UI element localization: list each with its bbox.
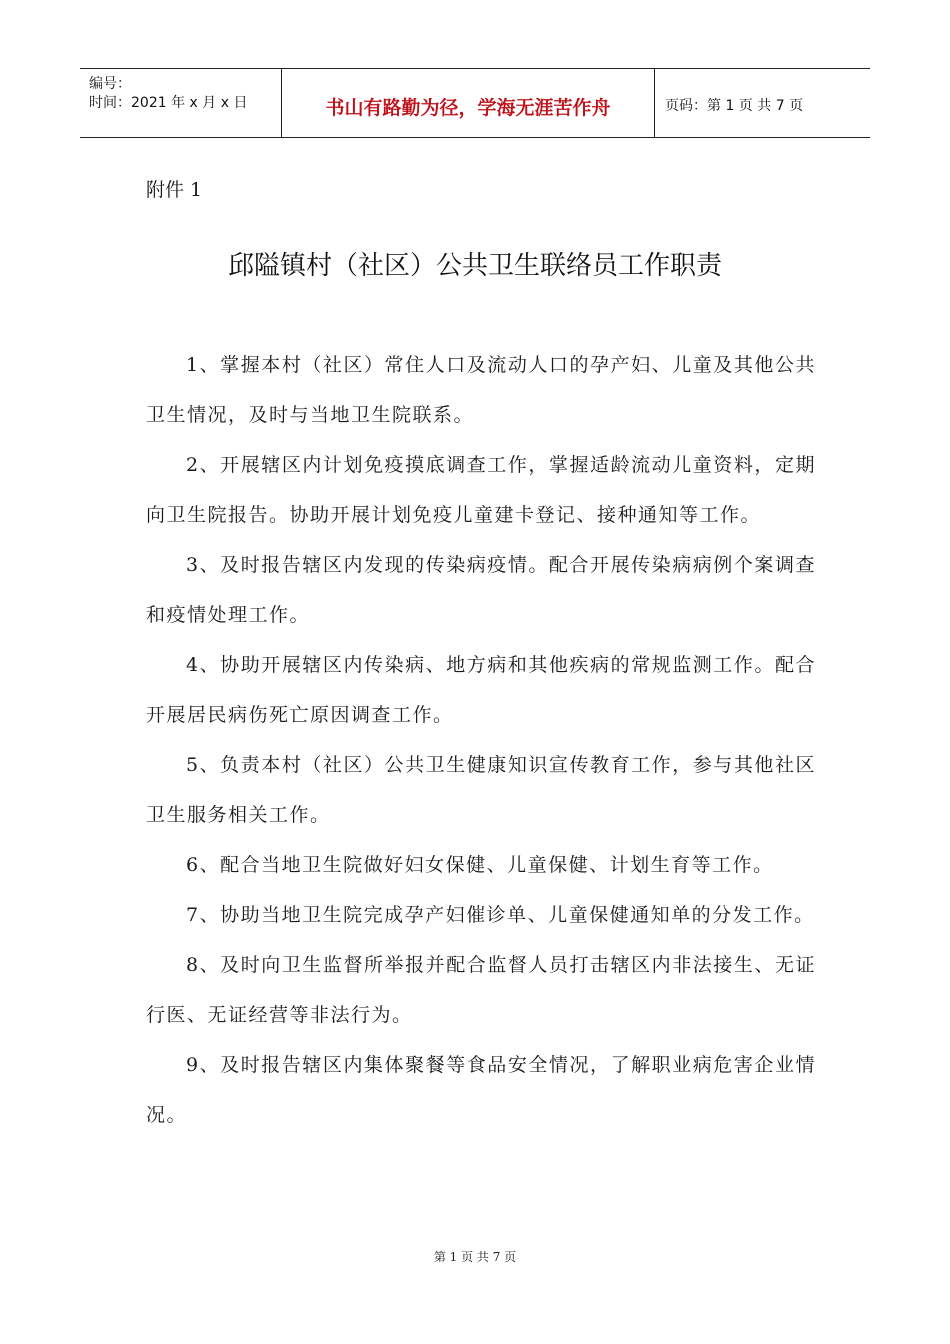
- header-meta-cell: [80, 69, 282, 137]
- attachment-label: 附件 1: [146, 179, 203, 201]
- duty-item: 6、配合当地卫生院做好妇女保健、儿童保健、计划生育等工作。: [186, 854, 774, 876]
- duty-item: 8、及时向卫生监督所举报并配合监督人员打击辖区内非法接生、无证行医、无证经营等非法行为。: [146, 954, 816, 1026]
- header-page-code: 页码：第 1 页 共 7 页: [665, 98, 804, 114]
- duty-item: 2、开展辖区内计划免疫摸底调查工作，掌握适龄流动儿童资料，定期向卫生院报告。协助开展计划免疫儿童建卡登记、接种通知等工作。: [146, 454, 816, 526]
- document-header: [80, 68, 870, 138]
- duty-item: 4、协助开展辖区内传染病、地方病和其他疾病的常规监测工作。配合开展居民病伤死亡原因调查工作。: [146, 654, 816, 726]
- duty-item: 5、负责本村（社区）公共卫生健康知识宣传教育工作，参与其他社区卫生服务相关工作。: [146, 754, 816, 826]
- document-date-label: 时间：2021 年 x 月 x 日: [89, 95, 248, 111]
- page-footer: 第 1 页 共 7 页: [433, 1250, 517, 1264]
- page-title: 邱隘镇村（社区）公共卫生联络员工作职责: [227, 251, 722, 281]
- duty-item: 1、掌握本村（社区）常住人口及流动人口的孕产妇、儿童及其他公共卫生情况，及时与当地卫生院联系。: [146, 354, 816, 426]
- header-motto: 书山有路勤为径，学海无涯苦作舟: [325, 97, 611, 119]
- header-motto-cell: [282, 69, 655, 137]
- duties-list: [146, 340, 816, 1140]
- document-number-label: 编号：: [89, 76, 131, 92]
- duty-item: 9、及时报告辖区内集体聚餐等食品安全情况，了解职业病危害企业情况。: [146, 1054, 816, 1126]
- duty-item: 3、及时报告辖区内发现的传染病疫情。配合开展传染病病例个案调查和疫情处理工作。: [146, 554, 816, 626]
- duty-item: 7、协助当地卫生院完成孕产妇催诊单、儿童保健通知单的分发工作。: [186, 904, 815, 926]
- header-page-cell: [655, 69, 870, 137]
